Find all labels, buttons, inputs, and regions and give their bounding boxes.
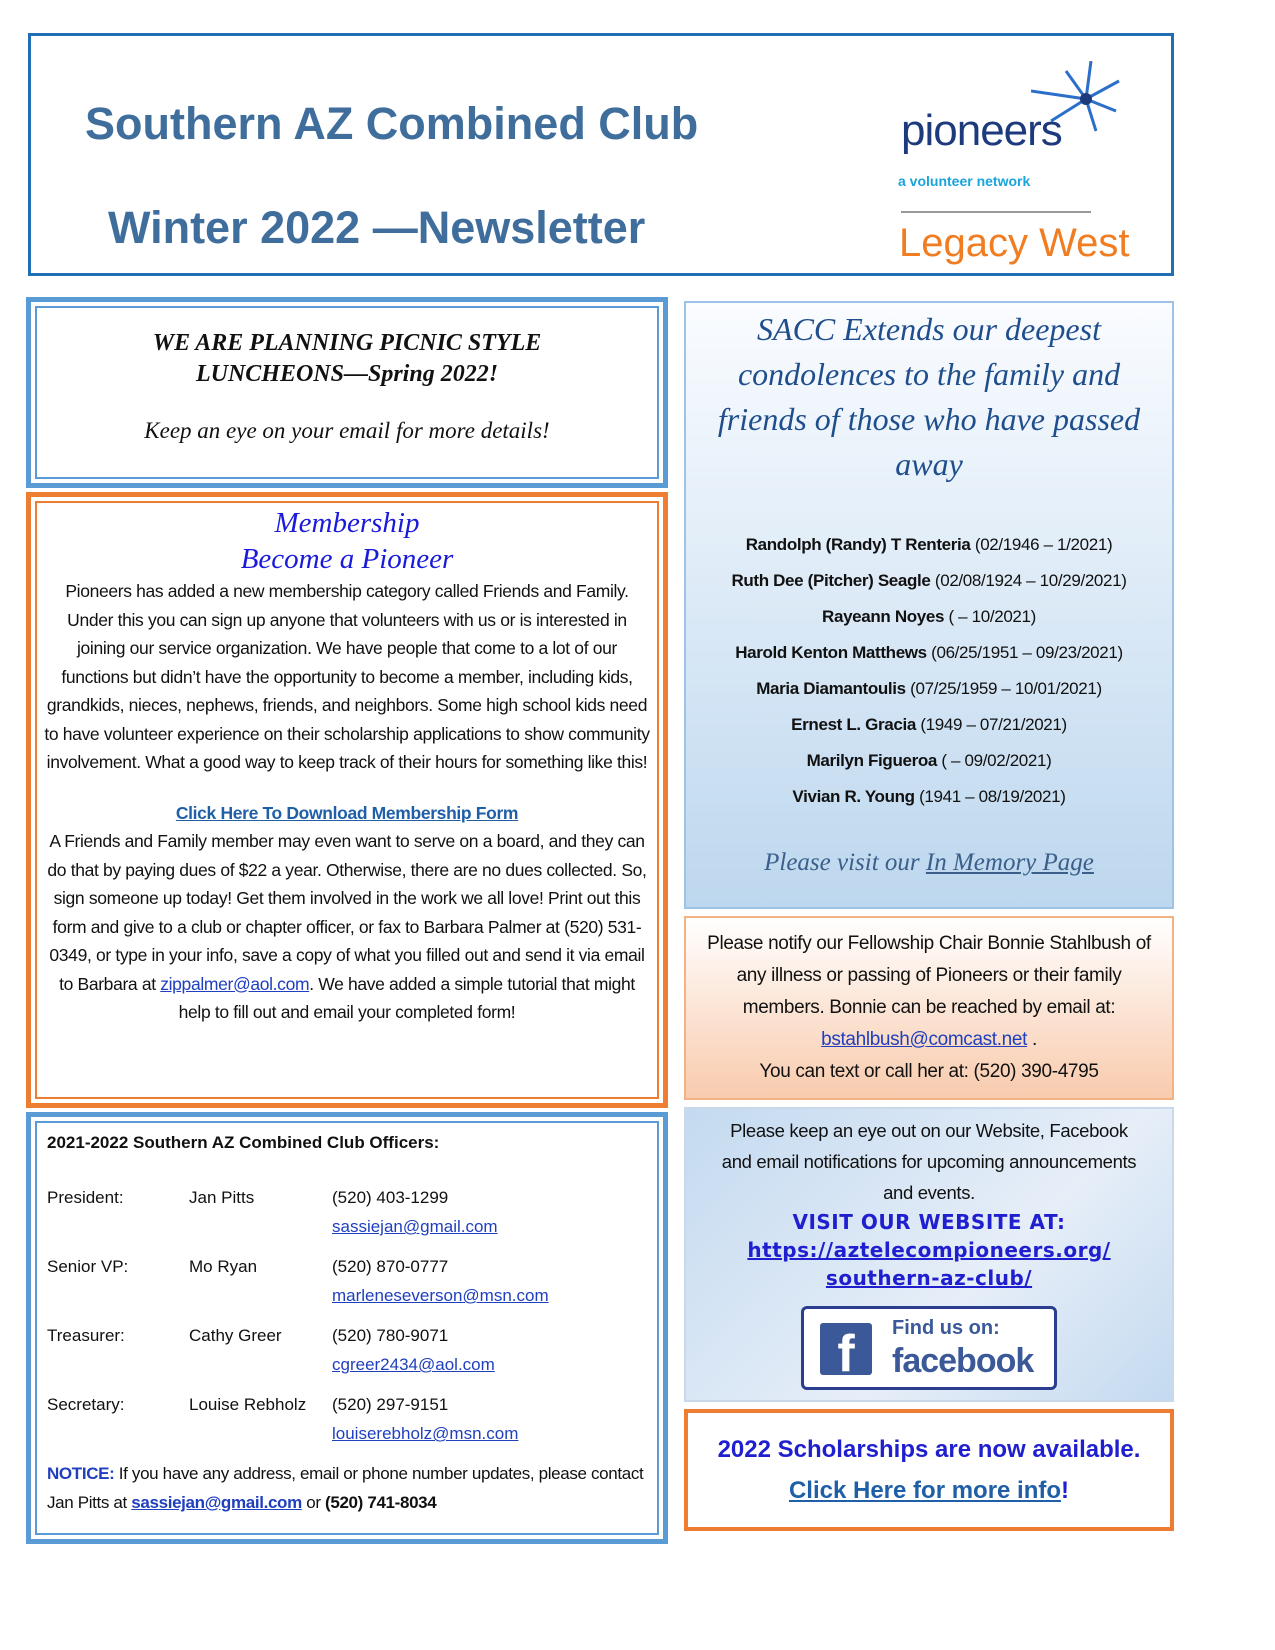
pioneers-logo: pioneers a volunteer network Legacy West: [871, 61, 1131, 261]
memorial-entry: [694, 563, 1164, 599]
officer-email-link[interactable]: sassiejan@gmail.com: [332, 1217, 498, 1236]
website-text: Please keep an eye out on our Website, Facebook and email notifications for upcoming announcements and events.: [721, 1120, 1137, 1203]
officer-phone: (520) 780-9071: [332, 1326, 449, 1345]
memorial-name: Ernest L. Gracia: [791, 715, 916, 734]
picnic-heading-1: WE ARE PLANNING PICNIC STYLE: [152, 330, 542, 356]
membership-title: Membership: [274, 507, 420, 539]
website-box: [684, 1107, 1174, 1402]
memorial-entry: [694, 671, 1164, 707]
memorial-entry: [694, 779, 1164, 815]
memorial-entry: [694, 527, 1164, 563]
memorial-dates: (06/25/1951 – 09/23/2021): [926, 643, 1123, 662]
officers-table: [47, 1183, 647, 1448]
memorial-dates: (02/1946 – 1/2021): [970, 535, 1113, 554]
notice-email-link[interactable]: sassiejan@gmail.com: [131, 1493, 302, 1512]
officer-role: President:: [47, 1188, 124, 1207]
officer-name: Cathy Greer: [189, 1326, 282, 1345]
officers-notice: NOTICE: If you have any address, email or phone number updates, please contact Jan Pitts at sassiejan@gmail.com or (520) 741-8034: [47, 1464, 644, 1512]
scholarship-info-link[interactable]: Click Here for more info: [788, 1477, 1062, 1504]
memorial-dates: (02/08/1924 – 10/29/2021): [930, 571, 1127, 590]
officer-role: Treasurer:: [47, 1326, 125, 1345]
memorial-entry: [694, 635, 1164, 671]
officer-row: [47, 1390, 647, 1448]
memorial-name: Marilyn Figueroa: [806, 751, 937, 770]
memorial-name: Vivian R. Young: [792, 787, 915, 806]
right-column: [684, 301, 1174, 1531]
officer-phone: (520) 297-9151: [332, 1395, 449, 1414]
notify-text: Please notify our Fellowship Chair Bonnie Stahlbush of any illness or passing of Pioneers or their family members. Bonnie can be reached by email at:: [707, 933, 1151, 1018]
memorial-name: Harold Kenton Matthews: [735, 643, 927, 662]
picnic-heading-2: LUNCHEONS—Spring 2022!: [195, 361, 499, 387]
facebook-icon: f: [820, 1323, 872, 1375]
memorial-name: Ruth Dee (Pitcher) Seagle: [731, 571, 931, 590]
officer-row: [47, 1321, 647, 1379]
newsletter-title: Winter 2022 —Newsletter: [108, 202, 646, 253]
memorial-name: Rayeann Noyes: [822, 607, 945, 626]
header-box: [28, 33, 1174, 276]
picnic-note: Keep an eye on your email for more details!: [144, 418, 550, 443]
condolences-box: SACC Extends our deepest condolences to the family and friends of those who have passed away Randolph (Randy) T Renteria (02/1946 – 1/2021) Ruth Dee (Pitcher) Seagle (02/08/1924 – 10/29/2021) Rayeann Noyes ( – 10/2021) Harold Kenton Matthews (06/25/1951 – 09/23/2021) Maria Diamantoulis (07/25/1959 – 10/01/2021) Ernest L. Gracia (1949 – 07/21/2021) Marilyn Figueroa ( – 09/02/2021) Vivian R. Young (1941 – 08/19/2021) Please visit our In Memory Page: [684, 301, 1174, 909]
officer-role: Senior VP:: [47, 1257, 129, 1276]
condolences-heading: SACC Extends our deepest condolences to the family and friends of those who have passed away: [717, 311, 1141, 482]
membership-paragraph-2: A Friends and Family member may even want to serve on a board, and they can do that by paying dues of $22 a year. Otherwise, there are no dues collected. So, sign someone up today! Get them involved in the work we all love! Print out this form and give to a club or chapter officer, or fax to Barbara Palmer at (520) 531-0349, or type in your info, save a copy of what you filled out and send it via email to Barbara at zippalmer@aol.com. We have added a simple tutorial that might help to fill out and email your completed form!: [47, 831, 647, 1022]
picnic-box: [26, 297, 668, 488]
officer-email-link[interactable]: cgreer2434@aol.com: [332, 1355, 495, 1374]
officer-phone: (520) 870-0777: [332, 1257, 449, 1276]
memorial-dates: (1949 – 07/21/2021): [915, 715, 1067, 734]
memorial-dates: ( – 10/2021): [944, 607, 1036, 626]
memorial-entry: [694, 743, 1164, 779]
logo-divider: [901, 211, 1091, 213]
memorial-entry: [694, 599, 1164, 635]
officer-row: [47, 1183, 647, 1241]
bonnie-phone: You can text or call her at: (520) 390-4795: [759, 1061, 1099, 1082]
memorial-name: Randolph (Randy) T Renteria: [745, 535, 971, 554]
memorial-entry: [694, 707, 1164, 743]
memorial-dates: (07/25/1959 – 10/01/2021): [905, 679, 1102, 698]
memorial-dates: ( – 09/02/2021): [937, 751, 1052, 770]
officer-name: Jan Pitts: [189, 1188, 255, 1207]
officer-name: Mo Ryan: [189, 1257, 258, 1276]
memorial-dates: (1941 – 08/19/2021): [914, 787, 1066, 806]
facebook-button[interactable]: f Find us on: facebook: [801, 1306, 1057, 1390]
condolences-list: [694, 527, 1164, 815]
membership-paragraph: Pioneers has added a new membership category called Friends and Family. Under this you can sign up anyone that volunteers with us or is interested in joining our service organization. We have people that come to a lot of our functions but didn’t have the opportunity to become a member, including kids, grandkids, nieces, nephews, friends, and neighbors. Some high school kids need to have volunteer experience on their scholarship applications to show community involvement. What a good way to keep track of their hours for something like this!: [44, 581, 650, 772]
officers-box: [26, 1112, 668, 1544]
officer-email-link[interactable]: louiserebholz@msn.com: [332, 1424, 519, 1443]
zippalmer-email-link[interactable]: zippalmer@aol.com: [160, 973, 310, 994]
officer-name: Louise Rebholz: [189, 1395, 307, 1414]
scholarship-text: 2022 Scholarships are now available.: [717, 1436, 1141, 1463]
memorial-name: Maria Diamantoulis: [756, 679, 906, 698]
membership-box: [26, 492, 668, 1108]
officer-email-link[interactable]: marleneseverson@msn.com: [332, 1286, 549, 1305]
left-column: [26, 297, 668, 1544]
officers-heading: 2021-2022 Southern AZ Combined Club Officers:: [47, 1133, 440, 1152]
club-title: Southern AZ Combined Club: [85, 98, 699, 149]
scholarship-box: 2022 Scholarships are now available. Click Here for more info!: [684, 1409, 1174, 1531]
visit-website-label: VISIT OUR WEBSITE AT:: [792, 1210, 1066, 1234]
download-membership-form-link[interactable]: Click Here To Download Membership Form: [175, 802, 519, 823]
officer-role: Secretary:: [47, 1395, 125, 1414]
in-memory-page-link[interactable]: In Memory Page: [925, 849, 1094, 876]
officer-phone: (520) 403-1299: [332, 1188, 449, 1207]
bonnie-email-link[interactable]: bstahlbush@comcast.net: [821, 1029, 1028, 1050]
officer-row: [47, 1252, 647, 1310]
website-link[interactable]: https://aztelecompioneers.org/ southern-az-club/: [747, 1238, 1111, 1290]
membership-subtitle: Become a Pioneer: [240, 543, 454, 575]
notify-box: Please notify our Fellowship Chair Bonnie Stahlbush of any illness or passing of Pioneers or their family members. Bonnie can be reached by email at: bstahlbush@comcast.net . You can text or call her at: (520) 390-4795: [684, 916, 1174, 1100]
